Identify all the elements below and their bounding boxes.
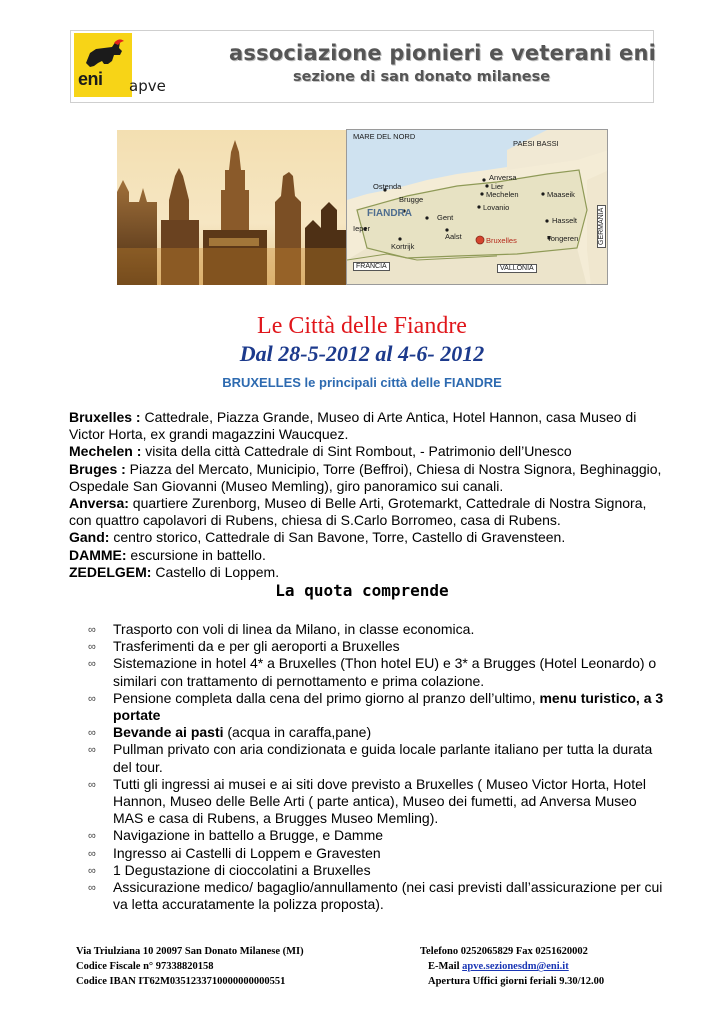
eni-logo-text: eni: [78, 69, 103, 89]
map-label-wallonia: VALLONIA: [497, 264, 537, 273]
ghent-skyline-photo: [117, 130, 348, 285]
map-label-anversa: Anversa: [489, 173, 517, 182]
includes-heading: La quota comprende: [275, 581, 449, 600]
list-item: [88, 655, 668, 689]
itinerary-text: visita della città Cattedrale di Sint Rombout, - Patrimonio dell’Unesco: [141, 443, 572, 460]
map-label-hasselt: Hasselt: [552, 216, 578, 225]
footer-address: Via Triulziana 10 20097 San Donato Milanese (MI): [76, 946, 304, 957]
footer-office-hours: Apertura Uffici giorni feriali 9.30/12.00: [428, 976, 605, 987]
map-label-gent: Gent: [437, 213, 454, 222]
list-item-text: 1 Degustazione di cioccolatini a Bruxelles: [113, 861, 371, 878]
map-label-netherlands: PAESI BASSI: [513, 139, 559, 148]
list-item-text: Ingresso ai Castelli di Loppem e Gravesten: [113, 844, 381, 861]
infinity-bullet-icon: ∞: [88, 641, 96, 654]
map-label-lier: Lier: [491, 182, 504, 191]
itinerary-entry: [69, 461, 669, 495]
infinity-bullet-icon: ∞: [88, 778, 96, 791]
list-item: [88, 827, 668, 844]
map-label-ostenda: Ostenda: [373, 182, 402, 191]
itinerary: [69, 409, 669, 581]
itinerary-text: escursione in battello.: [126, 546, 266, 563]
infinity-bullet-icon: ∞: [88, 847, 96, 860]
infinity-bullet-icon: ∞: [88, 692, 96, 705]
itinerary-entry: [69, 547, 669, 564]
itinerary-city: Gand:: [69, 529, 110, 546]
itinerary-entry: [69, 495, 669, 529]
itinerary-entry: [69, 564, 669, 581]
map-label-bruges: Brugge: [399, 195, 424, 204]
itinerary-text: Piazza del Mercato, Municipio, Torre (Beffroi), Chiesa di Nostra Signora, Beghinaggio, Ospedale San Giovanni (Museo Memling), giro panoramico sui canali.: [69, 460, 662, 494]
list-item-bold-text: menu turistico, a 3 portate: [113, 689, 664, 724]
itinerary-text: Cattedrale, Piazza Grande, Museo di Arte Antica, Hotel Hannon, casa Museo di Victor Horta, ex grandi magazzini Waucquez.: [69, 409, 637, 443]
map-label-tongeren: Tongeren: [547, 234, 579, 243]
infinity-bullet-icon: ∞: [88, 744, 96, 757]
apve-label: apve: [129, 77, 166, 95]
map-label-kortrijk: Kortrijk: [391, 242, 415, 251]
list-item: [88, 741, 668, 775]
footer-email-link[interactable]: apve.sezionesdm@eni.it: [462, 961, 569, 972]
map-label-bruxelles: Bruxelles: [486, 236, 517, 245]
itinerary-entry: [69, 443, 669, 460]
section-subtitle: sezione di san donato milanese: [293, 69, 551, 85]
map-label-flanders: FIANDRA: [367, 208, 412, 219]
map-label-mechelen: Mechelen: [486, 190, 519, 199]
infinity-bullet-icon: ∞: [88, 830, 96, 843]
letterhead: [70, 30, 657, 103]
itinerary-city: Anversa:: [69, 495, 129, 512]
footer-iban: Codice IBAN IT62M0351233710000000000551: [76, 976, 286, 987]
map-label-maaseik: Maaseik: [547, 190, 575, 199]
list-item-text: Sistemazione in hotel 4* a Bruxelles (Thon hotel EU) e 3* a Brugges (Hotel Leonardo) o similari con trattamento di pernottamento e prima colazione.: [113, 655, 657, 689]
itinerary-city: Bruges :: [69, 460, 126, 477]
itinerary-city: DAMME:: [69, 546, 127, 563]
trip-subtitle: BRUXELLES le principali città delle FIANDRE: [222, 375, 502, 390]
list-item-text: Assicurazione medico/ bagaglio/annullamento (nei casi previsti dall’assicurazione per cui va letta accuratamente la polizza proposta).: [113, 879, 663, 913]
list-item-text: Pullman privato con aria condizionata e guida locale parlante italiano per tutta la durata del tour.: [113, 741, 653, 775]
flanders-map: [346, 129, 608, 285]
footer-email-label: E-Mail: [428, 961, 463, 972]
footer-phone: Telefono 0252065829 Fax 0251620002: [420, 946, 588, 957]
list-item: [88, 776, 668, 828]
infinity-bullet-icon: ∞: [88, 882, 96, 895]
map-label-lovanio: Lovanio: [483, 203, 510, 212]
map-label-france: FRANCIA: [353, 262, 390, 271]
list-item: [88, 879, 668, 913]
itinerary-text: quartiere Zurenborg, Museo di Belle Arti, Grotemarkt, Cattedrale di Nostra Signora, con quattro capolavori di Rubens, chiesa di S.Carlo Borromeo, casa di Rubens.: [69, 495, 647, 529]
itinerary-entry: [69, 529, 669, 546]
itinerary-city: Bruxelles :: [69, 409, 141, 425]
list-item-text: Tutti gli ingressi ai musei e ai siti dove previsto a Bruxelles ( Museo Victor Horta, Hotel Hannon, Museo delle Belle Arti ( parte antica), Museo dei fumetti, ad Anversa Museo MAS e casa di Rubens, a Brugges Museo Memling).: [113, 775, 646, 827]
list-item: [88, 690, 668, 724]
map-label-ieper: Ieper: [353, 224, 371, 233]
list-item-text: Pensione completa dalla cena del primo giorno al pranzo dell’ultimo,: [113, 689, 540, 706]
trip-title: Le Città delle Fiandre: [257, 313, 467, 339]
itinerary-entry: [69, 409, 669, 443]
list-item: [88, 621, 668, 638]
list-item: [88, 724, 668, 741]
footer-tax-code: Codice Fiscale n° 97338820158: [76, 961, 214, 972]
infinity-bullet-icon: ∞: [88, 727, 96, 740]
list-item-text: Trasferimenti da e per gli aeroporti a Bruxelles: [113, 638, 400, 655]
association-title: associazione pionieri e veterani eni: [229, 41, 657, 65]
infinity-bullet-icon: ∞: [88, 864, 96, 877]
itinerary-text: centro storico, Cattedrale di San Bavone, Torre, Castello di Gravensteen.: [109, 529, 566, 546]
itinerary-text: Castello di Loppem.: [151, 563, 280, 580]
list-item-text: Navigazione in battello a Brugge, e Damme: [113, 827, 384, 844]
list-item: [88, 845, 668, 862]
infinity-bullet-icon: ∞: [88, 658, 96, 671]
itinerary-city: ZEDELGEM:: [69, 563, 152, 580]
trip-dates: Dal 28-5-2012 al 4-6- 2012: [239, 341, 485, 366]
list-item: [88, 862, 668, 879]
list-item-bold-text: Bevande ai pasti: [113, 724, 224, 741]
map-label-aalst: Aalst: [445, 232, 462, 241]
footer-email-row: [428, 959, 569, 974]
list-item: [88, 638, 668, 655]
list-item-text: Trasporto con voli di linea da Milano, in classe economica.: [113, 621, 475, 637]
includes-list: [88, 621, 668, 913]
map-label-sea: MARE DEL NORD: [353, 132, 416, 141]
list-item-text: (acqua in caraffa,pane): [223, 724, 372, 741]
itinerary-city: Mechelen :: [69, 443, 142, 460]
map-label-germany: GERMANIA: [597, 205, 606, 248]
infinity-bullet-icon: ∞: [88, 624, 96, 636]
